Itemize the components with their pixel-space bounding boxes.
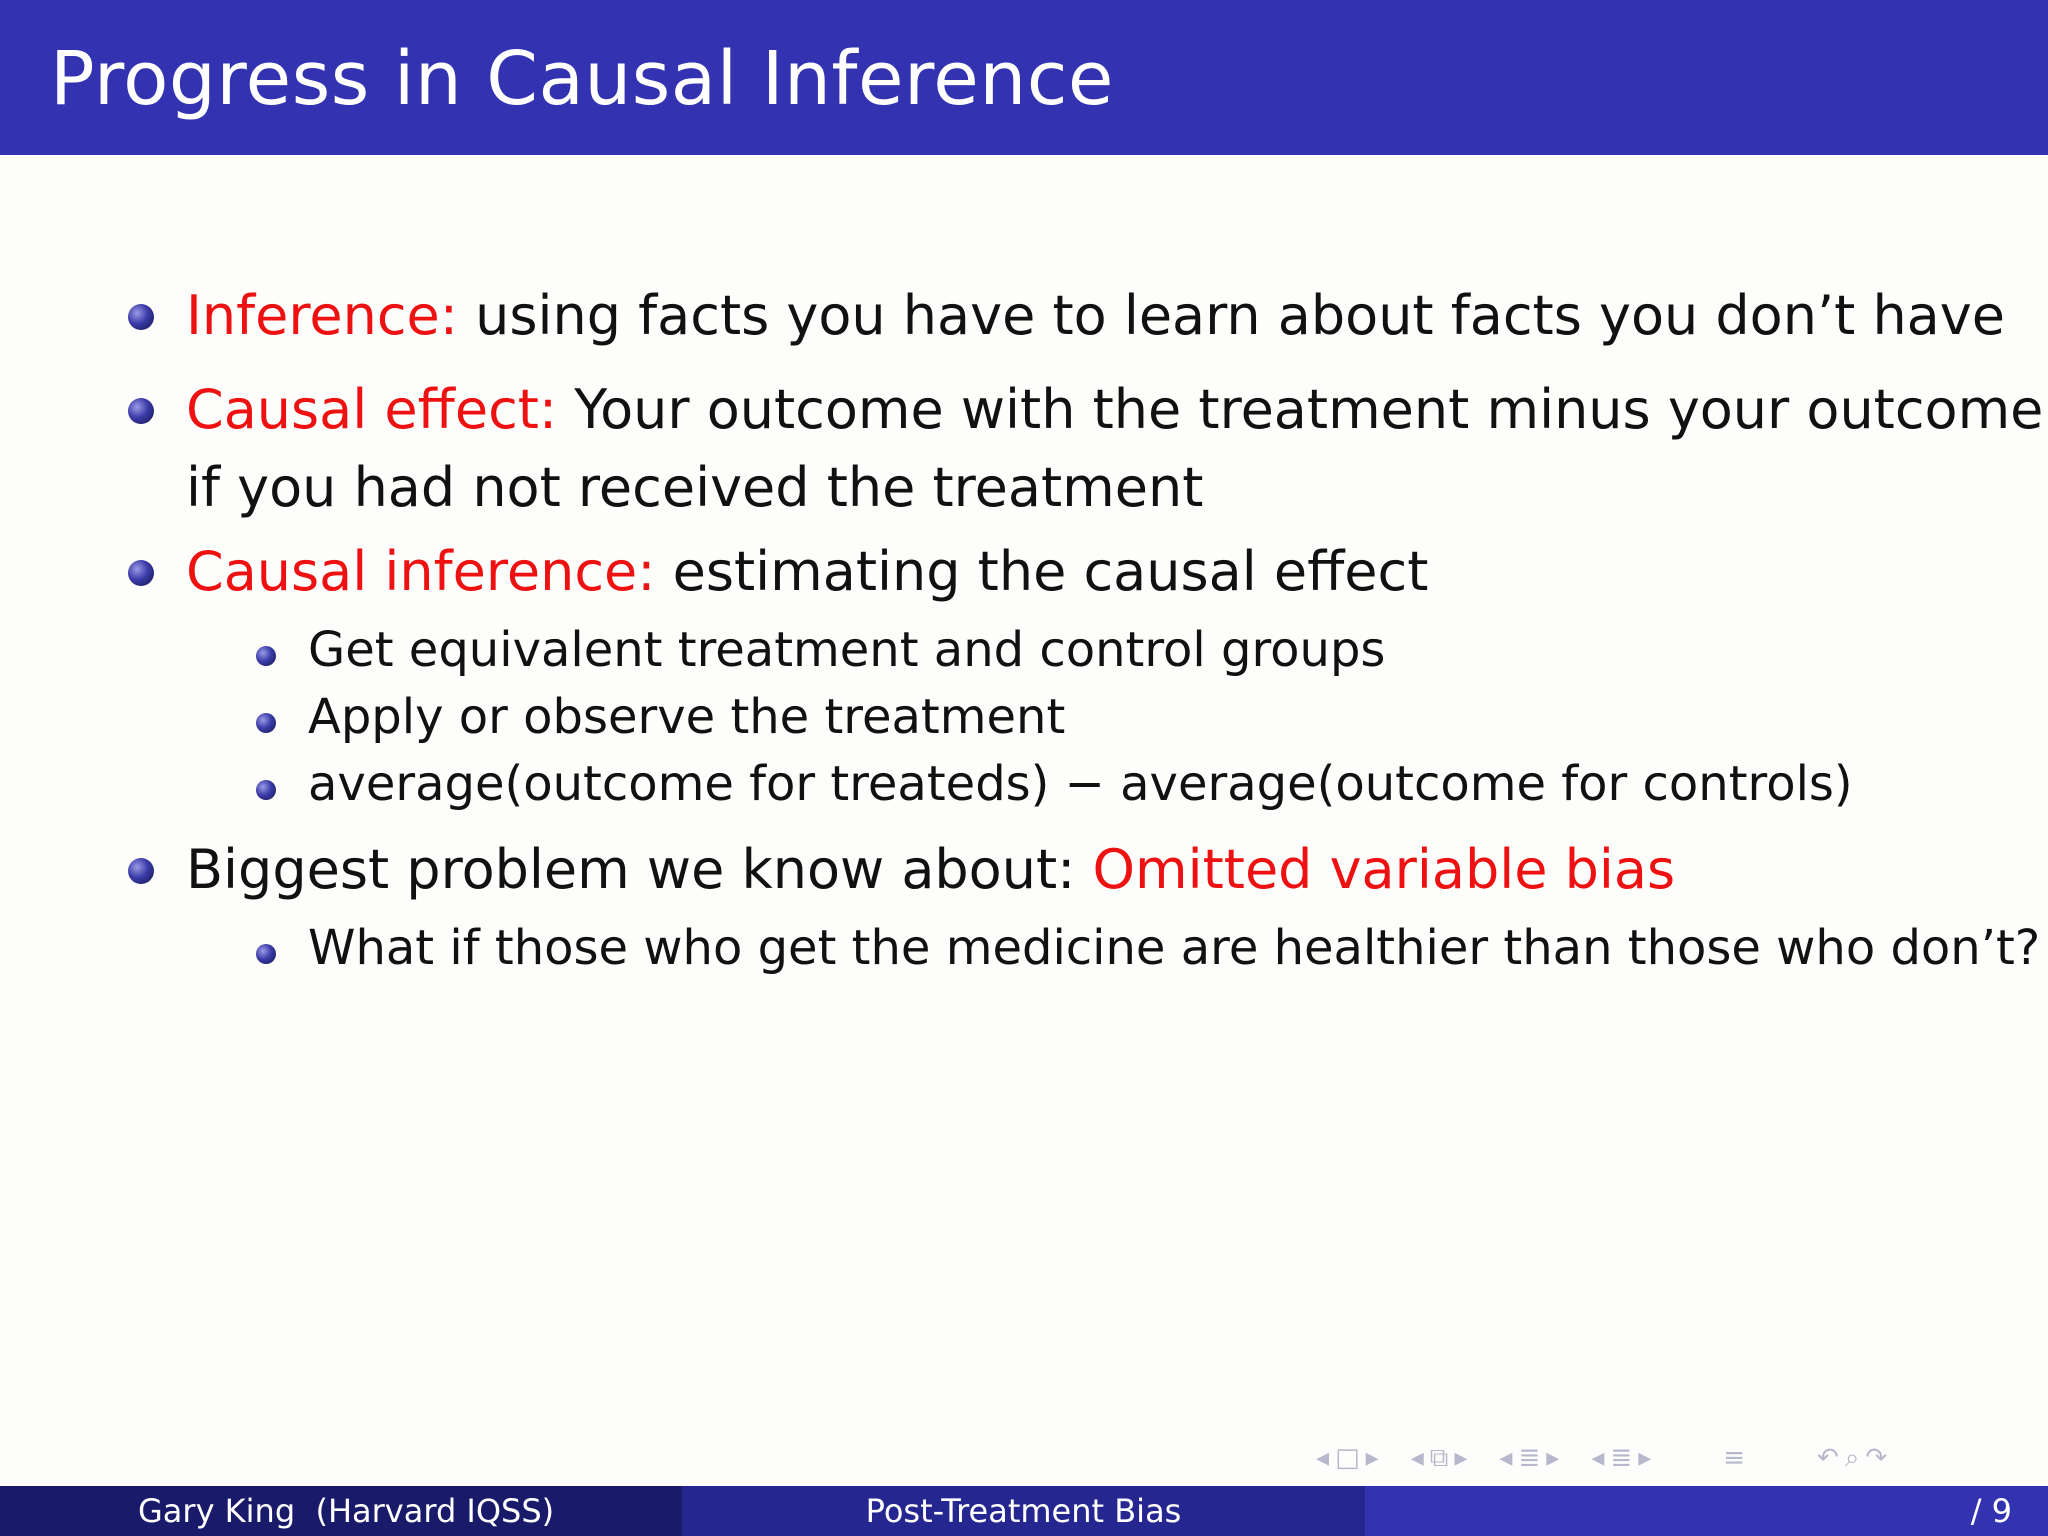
term-omitted-variable-bias: Omitted variable bias bbox=[1092, 838, 1676, 901]
bullet-dot-icon bbox=[128, 304, 154, 330]
beamer-navigation bbox=[1316, 1440, 1887, 1476]
term-causal-effect: Causal effect: bbox=[186, 378, 558, 441]
title-bar bbox=[0, 0, 2048, 155]
biggest-problem-text: Biggest problem we know about: bbox=[186, 838, 1093, 901]
nav-fullscreen-icon[interactable]: ↷ bbox=[1865, 1443, 1888, 1473]
nav-prev-frame-icon[interactable]: ◂ bbox=[1316, 1443, 1330, 1473]
nav-back-icon[interactable]: ↶ bbox=[1817, 1443, 1839, 1473]
nav-search-icon[interactable]: ⌕ bbox=[1844, 1442, 1860, 1473]
sub-bullet-dot-icon bbox=[256, 646, 276, 666]
definition-inference: using facts you have to learn about facts you don’t have bbox=[457, 284, 2005, 347]
nav-toc-icon[interactable]: ≡ bbox=[1723, 1443, 1746, 1473]
definition-causal-inference: estimating the causal effect bbox=[655, 540, 1429, 603]
term-inference: Inference: bbox=[186, 284, 458, 347]
definition-causal-effect: Your outcome with the treatment minus your outcome bbox=[557, 378, 2044, 441]
footer-title-panel bbox=[682, 1486, 1365, 1536]
footer-author-panel bbox=[0, 1486, 682, 1536]
bullet-dot-icon bbox=[128, 560, 154, 586]
nav-next-subsection-icon[interactable]: ▸ bbox=[1454, 1443, 1468, 1473]
bullet-dot-icon bbox=[128, 398, 154, 424]
sub-bullet-dot-icon bbox=[256, 713, 276, 733]
sub-item-equivalent-groups: Get equivalent treatment and control groups bbox=[308, 622, 1386, 678]
footer-page-number: / 9 bbox=[1970, 1492, 2012, 1530]
nav-prev-slide-icon[interactable]: ◂ bbox=[1591, 1443, 1605, 1473]
nav-next-frame-icon[interactable]: ▸ bbox=[1365, 1443, 1379, 1473]
sub-bullet-dot-icon bbox=[256, 944, 276, 964]
footer bbox=[0, 1486, 2048, 1536]
sub-item-medicine-question: What if those who get the medicine are healthier than those who don’t? bbox=[308, 920, 2041, 976]
term-causal-inference: Causal inference: bbox=[186, 540, 656, 603]
nav-prev-subsection-icon[interactable]: ◂ bbox=[1410, 1443, 1424, 1473]
nav-prev-section-icon[interactable]: ◂ bbox=[1499, 1443, 1513, 1473]
nav-next-slide-icon[interactable]: ▸ bbox=[1638, 1443, 1652, 1473]
nav-frame-icon[interactable]: □ bbox=[1335, 1443, 1360, 1473]
nav-slide-icon[interactable]: ≣ bbox=[1610, 1443, 1633, 1473]
sub-item-average-difference: average(outcome for treateds) − average(outcome for controls) bbox=[308, 756, 1853, 812]
bullet-causal-effect-continuation: if you had not received the treatment bbox=[186, 456, 1204, 519]
footer-talk-title: Post-Treatment Bias bbox=[865, 1492, 1182, 1530]
bullet-dot-icon bbox=[128, 858, 154, 884]
bullet-causal-inference bbox=[186, 540, 1428, 603]
sub-item-apply-treatment: Apply or observe the treatment bbox=[308, 689, 1066, 745]
nav-next-section-icon[interactable]: ▸ bbox=[1546, 1443, 1560, 1473]
nav-section-icon[interactable]: ≣ bbox=[1518, 1443, 1541, 1473]
nav-subsection-icon[interactable]: ⧉ bbox=[1429, 1442, 1449, 1473]
bullet-biggest-problem bbox=[186, 838, 1675, 901]
bullet-inference bbox=[186, 284, 2005, 347]
footer-page-panel bbox=[1365, 1486, 2048, 1536]
sub-bullet-dot-icon bbox=[256, 780, 276, 800]
slide-title: Progress in Causal Inference bbox=[50, 36, 1114, 122]
footer-author: Gary King (Harvard IQSS) bbox=[138, 1492, 555, 1530]
bullet-causal-effect bbox=[186, 378, 2043, 441]
